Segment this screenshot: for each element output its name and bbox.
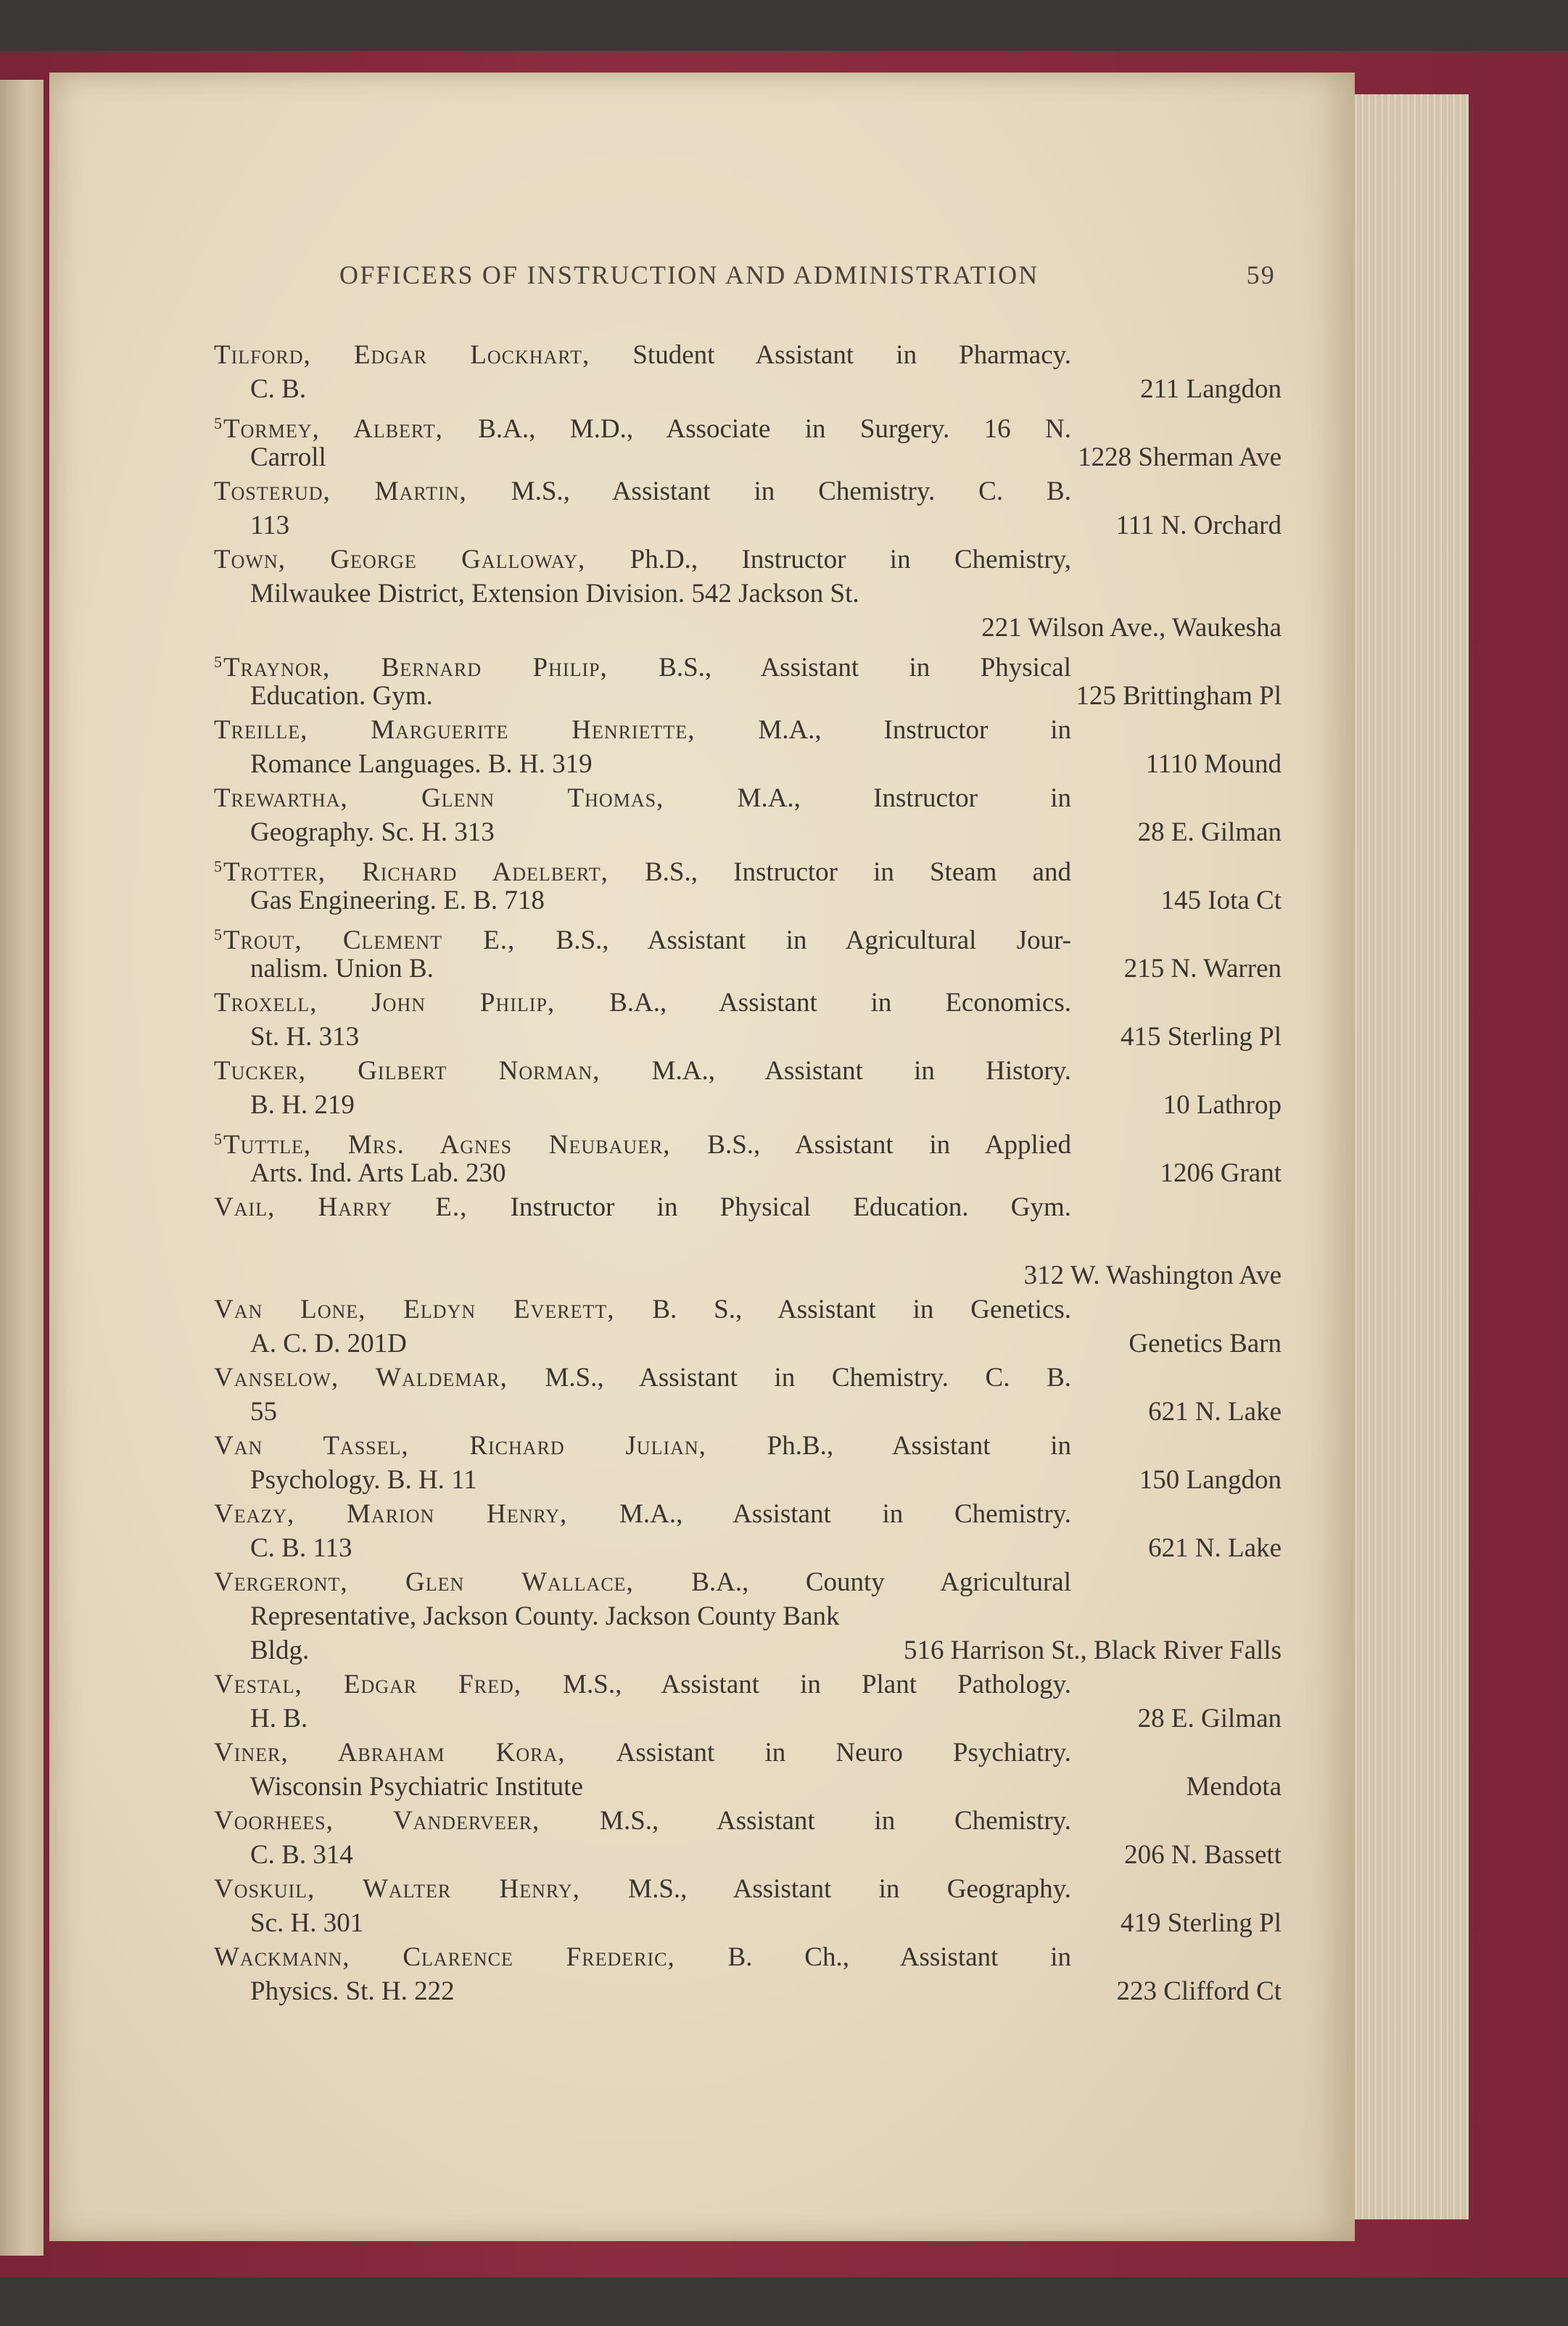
- home-address: 1228 Sherman Ave: [1078, 442, 1282, 472]
- home-address: 145 Iota Ct: [1160, 886, 1282, 915]
- office-location: B. H. 219: [250, 1090, 355, 1120]
- entry-first-line: [214, 1361, 1282, 1395]
- home-address: 125 Brittingham Pl: [1076, 681, 1282, 711]
- entry-second-line: [214, 1088, 1282, 1122]
- entry-first-line: [214, 406, 1282, 444]
- entry-second-line: [214, 1531, 1282, 1565]
- person-title: B. S., Assistant in Genetics.: [652, 1295, 1071, 1324]
- person-name: Tucker, Gilbert Norman,: [214, 1056, 652, 1086]
- person-title: B.S., Assistant in Physical: [659, 653, 1071, 682]
- entry-second-line: [214, 952, 1282, 986]
- footnote-marker: 5: [214, 414, 222, 432]
- person-name: Traynor, Bernard Philip,: [223, 653, 659, 682]
- entry-second-line: [214, 815, 1282, 849]
- directory-entry: [214, 1361, 1282, 1429]
- office-location: Bldg.: [250, 1636, 310, 1665]
- entry-first-line: [214, 713, 1282, 747]
- entry-first-line: [214, 1190, 1282, 1224]
- directory-entry: [214, 645, 1282, 713]
- person-name: Trotter, Richard Adelbert,: [223, 857, 645, 887]
- home-address: 415 Sterling Pl: [1120, 1022, 1282, 1052]
- home-address: 312 W. Washington Ave: [1023, 1261, 1282, 1290]
- entry-first-line: [214, 1565, 1282, 1599]
- directory-entry: [214, 1122, 1282, 1190]
- directory-entry: [214, 1429, 1282, 1497]
- directory-entry: [214, 781, 1282, 849]
- entry-second-line: [214, 508, 1282, 543]
- entry-first-line: [214, 986, 1282, 1020]
- directory-entry: [214, 713, 1282, 781]
- person-title: B.S., Assistant in Agricultural Jour-: [556, 925, 1071, 955]
- entry-second-line: [214, 1156, 1282, 1190]
- directory-entry: [214, 1565, 1282, 1667]
- entry-first-line: [214, 1429, 1282, 1463]
- person-title: M.S., Assistant in Geography.: [628, 1874, 1071, 1904]
- office-location: St. H. 313: [250, 1022, 360, 1052]
- office-location: C. B.: [250, 374, 307, 404]
- person-name: Veazy, Marion Henry,: [214, 1499, 620, 1529]
- person-name: Vestal, Edgar Fred,: [214, 1670, 564, 1699]
- person-title: M.A., Instructor in: [758, 715, 1072, 745]
- person-name: Tilford, Edgar Lockhart,: [214, 340, 633, 370]
- office-location: Representative, Jackson County. Jackson County Bank: [250, 1601, 840, 1631]
- footnote-marker: 5: [214, 925, 222, 944]
- home-address: Genetics Barn: [1128, 1329, 1282, 1358]
- entry-second-line: [214, 1974, 1282, 2008]
- directory-entry: [214, 1190, 1282, 1292]
- person-title: M.A., Assistant in History.: [651, 1056, 1072, 1086]
- entry-first-line: [214, 1940, 1282, 1974]
- directory-entry: [214, 406, 1282, 474]
- home-address: 419 Sterling Pl: [1120, 1908, 1282, 1938]
- person-name: Van Tassel, Richard Julian,: [214, 1431, 767, 1461]
- home-address: 211 Langdon: [1140, 374, 1282, 404]
- home-address: 221 Wilson Ave., Waukesha: [981, 613, 1282, 643]
- home-address: 10 Lathrop: [1163, 1090, 1282, 1120]
- entry-first-line: [214, 1292, 1282, 1327]
- directory-entry: [214, 986, 1282, 1054]
- office-location: Romance Languages. B. H. 319: [250, 749, 593, 779]
- person-title: M.A., Assistant in Chemistry.: [619, 1499, 1071, 1529]
- person-name: Town, George Galloway,: [214, 545, 630, 574]
- entry-second-line: [214, 1395, 1282, 1429]
- entry-second-line: [214, 1224, 1282, 1258]
- entry-first-line: [214, 1054, 1282, 1088]
- person-name: Viner, Abraham Kora,: [214, 1738, 616, 1768]
- person-name: Tuttle, Mrs. Agnes Neubauer,: [223, 1130, 708, 1160]
- entry-first-line: [214, 917, 1282, 955]
- entry-second-line: [214, 1906, 1282, 1940]
- entry-second-line: [214, 1327, 1282, 1361]
- person-name: Tormey, Albert,: [223, 414, 479, 444]
- entry-second-line: [214, 440, 1282, 474]
- person-name: Trewartha, Glenn Thomas,: [214, 783, 738, 813]
- office-location: C. B. 113: [250, 1533, 352, 1563]
- entry-first-line: [214, 338, 1282, 372]
- office-location: Education. Gym.: [250, 681, 433, 711]
- footnote-marker: 5: [214, 653, 222, 671]
- office-location: C. B. 314: [250, 1840, 353, 1870]
- entry-first-line: [214, 1872, 1282, 1906]
- footnote-marker: 5: [214, 857, 222, 875]
- entry-second-line: [214, 577, 1282, 611]
- running-header: [339, 260, 1276, 290]
- person-name: Troxell, John Philip,: [214, 988, 610, 1018]
- office-location: A. C. D. 201D: [250, 1329, 407, 1358]
- person-title: M.S., Assistant in Chemistry. C. B.: [511, 477, 1071, 506]
- person-name: Tosterud, Martin,: [214, 477, 511, 506]
- home-address: 206 N. Bassett: [1124, 1840, 1282, 1870]
- entry-second-line: [214, 1463, 1282, 1497]
- office-location: 113: [250, 511, 290, 540]
- entry-first-line: [214, 849, 1282, 887]
- person-title: M.S., Assistant in Chemistry.: [600, 1806, 1071, 1836]
- person-title: Student Assistant in Pharmacy.: [632, 340, 1071, 370]
- entry-second-line: [214, 883, 1282, 917]
- person-title: M.S., Assistant in Plant Pathology.: [563, 1670, 1071, 1699]
- person-title: M.S., Assistant in Chemistry. C. B.: [545, 1363, 1071, 1393]
- office-location: Wisconsin Psychiatric Institute: [250, 1772, 583, 1802]
- directory-entry: [214, 1804, 1282, 1872]
- home-address: 516 Harrison St., Black River Falls: [903, 1636, 1282, 1665]
- entry-first-line: [214, 1736, 1282, 1770]
- entry-second-line: [214, 1770, 1282, 1804]
- entry-first-line: [214, 1122, 1282, 1160]
- person-name: Wackmann, Clarence Frederic,: [214, 1942, 728, 1972]
- person-name: Van Lone, Eldyn Everett,: [214, 1295, 653, 1324]
- home-address: 1206 Grant: [1160, 1158, 1282, 1188]
- entry-second-line: [214, 1020, 1282, 1054]
- home-address: 1110 Mound: [1145, 749, 1282, 779]
- directory-entry: [214, 543, 1282, 645]
- directory-entry: [214, 849, 1282, 917]
- office-location: Carroll: [250, 442, 326, 472]
- person-name: Vanselow, Waldemar,: [214, 1363, 545, 1393]
- entry-second-line: [214, 1838, 1282, 1872]
- person-name: Vergeront, Glen Wallace,: [214, 1567, 692, 1597]
- entry-second-line: [214, 1702, 1282, 1736]
- entry-first-line: [214, 543, 1282, 577]
- entry-third-line: [214, 611, 1282, 645]
- footnote-marker: 5: [214, 1130, 222, 1148]
- person-name: Treille, Marguerite Henriette,: [214, 715, 759, 745]
- person-title: M.A., Instructor in: [737, 783, 1071, 813]
- directory-entry: [214, 474, 1282, 543]
- office-location: Psychology. B. H. 11: [250, 1465, 477, 1495]
- person-name: Voorhees, Vanderveer,: [214, 1806, 601, 1836]
- person-title: Ph.B., Assistant in: [767, 1431, 1071, 1461]
- home-address: 28 E. Gilman: [1137, 817, 1282, 847]
- entry-first-line: [214, 1667, 1282, 1702]
- office-location: Geography. Sc. H. 313: [250, 817, 495, 847]
- person-title: B.A., County Agricultural: [691, 1567, 1071, 1597]
- office-location: Sc. H. 301: [250, 1908, 364, 1938]
- entry-first-line: [214, 1804, 1282, 1838]
- person-name: Voskuil, Walter Henry,: [214, 1874, 629, 1904]
- office-location: Physics. St. H. 222: [250, 1976, 455, 2006]
- entry-third-line: [214, 1258, 1282, 1292]
- page-edges: [1345, 94, 1469, 2219]
- entry-second-line: [214, 747, 1282, 781]
- directory-entry: [214, 338, 1282, 406]
- person-title: Instructor in Physical Education. Gym.: [510, 1192, 1071, 1222]
- directory-entries: [214, 338, 1282, 2008]
- home-address: 621 N. Lake: [1148, 1397, 1282, 1427]
- directory-entry: [214, 1292, 1282, 1361]
- directory-entry: [214, 1497, 1282, 1565]
- person-name: Vail, Harry E.,: [214, 1192, 511, 1222]
- entry-first-line: [214, 474, 1282, 508]
- person-title: B. Ch., Assistant in: [727, 1942, 1071, 1972]
- entry-first-line: [214, 1497, 1282, 1531]
- person-title: Ph.D., Instructor in Chemistry,: [630, 545, 1071, 574]
- person-title: B.S., Assistant in Applied: [707, 1130, 1071, 1160]
- header-title: OFFICERS OF INSTRUCTION AND ADMINISTRATION: [339, 260, 1039, 289]
- home-address: 621 N. Lake: [1148, 1533, 1282, 1563]
- directory-entry: [214, 1872, 1282, 1940]
- directory-entry: [214, 917, 1282, 986]
- home-address: 223 Clifford Ct: [1116, 1976, 1282, 2006]
- left-page-edge: [0, 80, 44, 2256]
- home-address: 150 Langdon: [1139, 1465, 1282, 1495]
- office-location: Arts. Ind. Arts Lab. 230: [250, 1158, 506, 1188]
- entry-second-line: [214, 679, 1282, 713]
- directory-entry: [214, 1054, 1282, 1122]
- home-address: 215 N. Warren: [1123, 954, 1282, 983]
- entry-second-line: [214, 1599, 1282, 1633]
- home-address: 28 E. Gilman: [1137, 1704, 1282, 1733]
- office-location: nalism. Union B.: [250, 954, 434, 983]
- home-address: Mendota: [1186, 1772, 1282, 1802]
- directory-entry: [214, 1667, 1282, 1736]
- person-title: B.S., Instructor in Steam and: [645, 857, 1071, 887]
- office-location: 55: [250, 1397, 277, 1427]
- person-name: Trout, Clement E.,: [223, 925, 556, 955]
- page-number: 59: [1246, 260, 1276, 289]
- directory-entry: [214, 1940, 1282, 2008]
- office-location: H. B.: [250, 1704, 308, 1733]
- directory-entry: [214, 1736, 1282, 1804]
- entry-first-line: [214, 645, 1282, 682]
- office-location: Gas Engineering. E. B. 718: [250, 886, 545, 915]
- person-title: B.A., Assistant in Economics.: [609, 988, 1071, 1018]
- entry-second-line: [214, 372, 1282, 406]
- home-address: 111 N. Orchard: [1115, 511, 1282, 540]
- entry-third-line: [214, 1633, 1282, 1667]
- office-location: Milwaukee District, Extension Division. 542 Jackson St.: [250, 579, 859, 609]
- person-title: B.A., M.D., Associate in Surgery. 16 N.: [478, 414, 1071, 444]
- person-title: Assistant in Neuro Psychiatry.: [616, 1738, 1071, 1768]
- entry-first-line: [214, 781, 1282, 815]
